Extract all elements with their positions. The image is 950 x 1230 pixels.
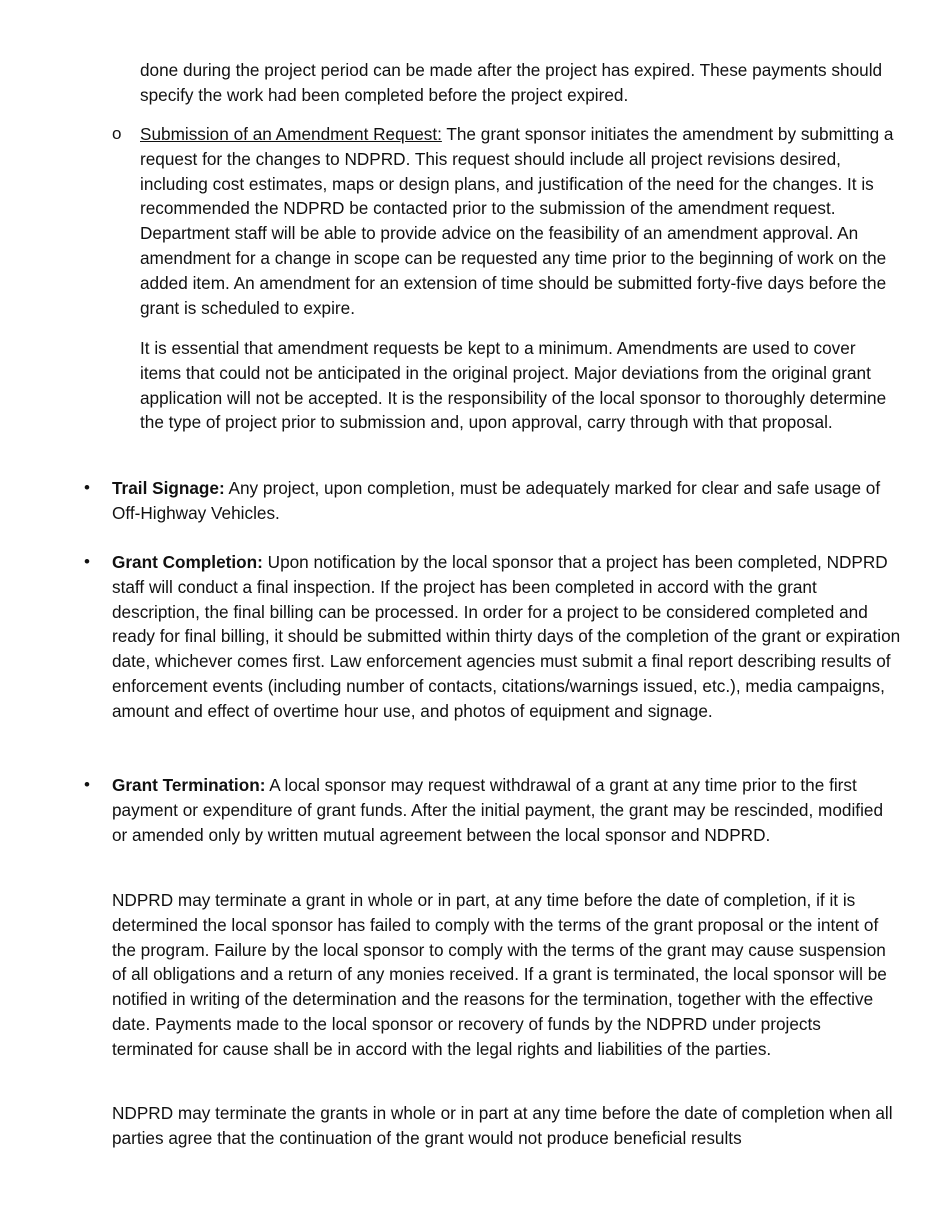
amendment-paragraph — [140, 122, 902, 320]
trail-signage-paragraph — [112, 476, 902, 526]
grant-completion-body: Upon notification by the local sponsor that a project has been completed, NDPRD staff will conduct a final inspection. If the project has been completed in accord with the grant description, the final billing can be processed. In order for a project to be considered completed and ready for final billing, it should be submitted within thirty days of the completion of the grant or expiration date, whichever comes first. Law enforcement agencies must submit a final report describing results of enforcement events (including number of contacts, citations/warnings issued, etc.), media campaigns, amount and effect of overtime hour use, and photos of equipment and signage. — [112, 552, 901, 721]
amendment-note-paragraph: It is essential that amendment requests be kept to a minimum. Amendments are used to cover items that could not be anticipated in the original project. Major deviations from the original grant application will not be accepted. It is the responsibility of the local sponsor to thoroughly determine the type of project prior to submission and, upon approval, carry through with that proposal. — [140, 338, 887, 433]
grant-completion-item — [84, 550, 902, 724]
bullet-icon: • — [84, 775, 90, 794]
grant-termination-heading: Grant Termination: — [112, 775, 266, 795]
continued-paragraph: done during the project period can be made after the project has expired. These payments should specify the work had been completed before the project expired. — [140, 60, 883, 105]
hollow-bullet-icon: o — [112, 124, 122, 143]
grant-termination-item — [84, 773, 902, 847]
amendment-item — [112, 122, 902, 320]
grant-termination-paragraph-2: NDPRD may terminate a grant in whole or in part, at any time before the date of completion, if it is determined the local sponsor has failed to comply with the terms of the grant proposal or the intent of the program. Failure by the local sponsor to comply with the terms of the grant may cause suspension of all obligations and a return of any monies received. If a grant is terminated, the local sponsor will be notified in writing of the determination and the reasons for the termination, together with the effective date. Payments made to the local sponsor or recovery of funds by the NDPRD under projects terminated for cause shall be in accord with the legal rights and liabilities of the parties. — [112, 890, 887, 1059]
grant-termination-paragraph — [112, 773, 902, 847]
bullet-icon: • — [84, 478, 90, 497]
amendment-body: The grant sponsor initiates the amendment by submitting a request for the changes to NDPRD. This request should include all project revisions desired, including cost estimates, maps or design plans, and justification of the need for the changes. It is recommended the NDPRD be contacted prior to the submission of the amendment request. Department staff will be able to provide advice on the feasibility of an amendment approval. An amendment for a change in scope can be requested any time prior to the beginning of work on the added item. An amendment for an extension of time should be submitted forty-five days before the grant is scheduled to expire. — [140, 124, 894, 318]
amendment-heading: Submission of an Amendment Request: — [140, 124, 442, 144]
grant-termination-paragraph-3: NDPRD may terminate the grants in whole or in part at any time before the date of completion when all parties agree that the continuation of the grant would not produce beneficial results — [112, 1103, 893, 1148]
grant-termination-body: A local sponsor may request withdrawal of a grant at any time prior to the first payment or expenditure of grant funds. After the initial payment, the grant may be rescinded, modified or amended only by written mutual agreement between the local sponsor and NDPRD. — [112, 775, 884, 845]
trail-signage-heading: Trail Signage: — [112, 478, 225, 498]
trail-signage-body: Any project, upon completion, must be adequately marked for clear and safe usage of Off-Highway Vehicles. — [112, 478, 881, 523]
bullet-icon: • — [84, 552, 90, 571]
grant-completion-heading: Grant Completion: — [112, 552, 263, 572]
grant-completion-paragraph — [112, 550, 902, 724]
trail-signage-item — [84, 476, 902, 526]
